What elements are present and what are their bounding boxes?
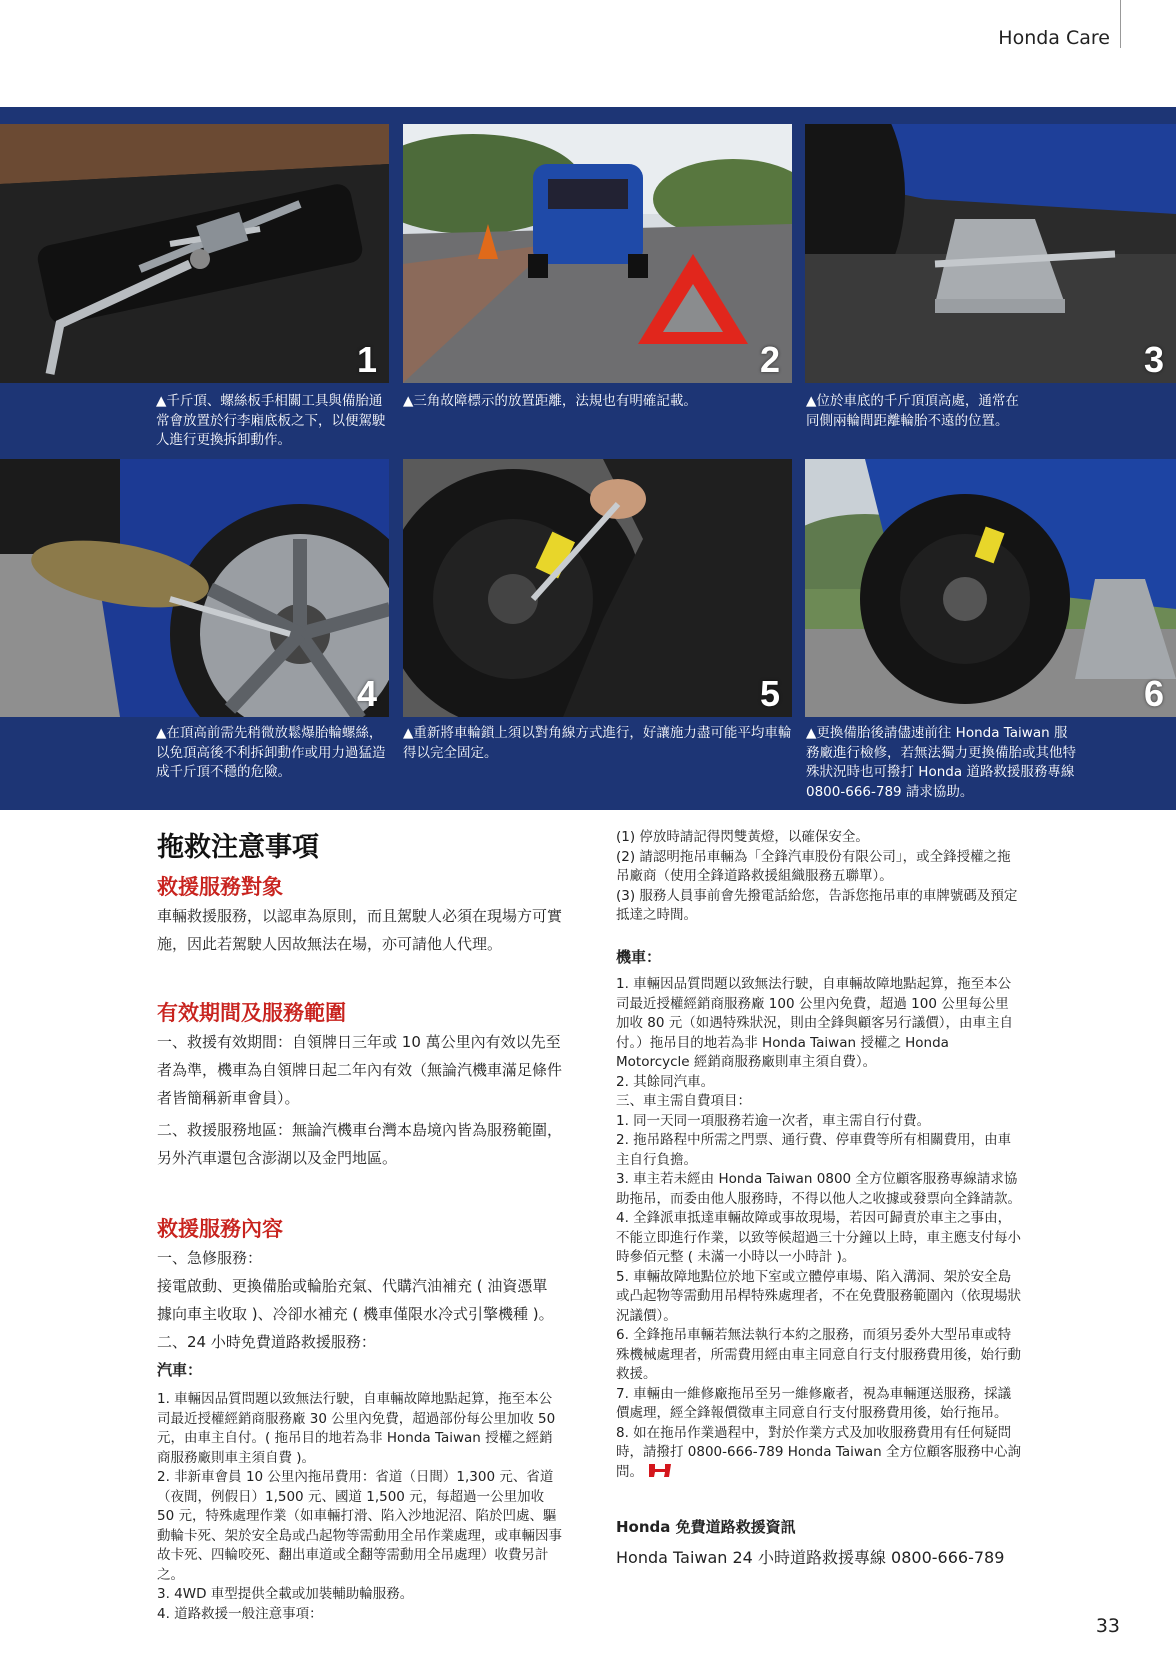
caption-6: ▲更換備胎後請儘速前往 Honda Taiwan 服務廠進行檢修，若無法獨力更換備胎或其他特殊狀況時也可撥打 Honda 道路救援服務專線 0800-666-789 請求協助。 [806, 725, 1076, 800]
car-item-2: 2. 非新車會員 10 公里內拖吊費用：省道（日間）1,300 元、省道（夜間，例假日）1,500 元、國道 1,500 元，每超過一公里加收 50 元，特殊處理作業（如車輛打滑、陷入沙地泥沼、陷於凹處、驅動輪卡死、架於安全島或凸起物等需動用全吊作業處理，或車輛因事故卡死、四輪咬死、翻出車道或全翻等需動用全吊處理）收費另計之。 [157, 1469, 562, 1583]
self-pay-6: 6. 全鋒拖吊車輛若無法執行本約之服務，而須另委外大型吊車或特殊機械處理者，所需費用經由車主同意自行支付服務費用後，始行動救援。 [616, 1327, 1021, 1382]
self-pay-8-text: 8. 如在拖吊作業過程中，對於作業方式及加收服務費用有任何疑問時，請撥打 0800-666-789 Honda Taiwan 全方位顧客服務中心詢問。 [616, 1424, 1022, 1480]
caption-5: ▲重新將車輪鎖上須以對角線方式進行，好讓施力盡可能平均車輪得以完全固定。 [403, 725, 792, 761]
photo-number: 3 [1143, 339, 1164, 380]
emergency-repair-items: 接電啟動、更換備胎或輪胎充氣、代購汽油補充 ( 油資憑單據向車主收取 )、冷卻水補充 ( 機車僅限水冷式引擎機種 )。 [157, 1277, 554, 1323]
emergency-repair-label: 一、急修服務： [157, 1249, 263, 1267]
note-3: (3) 服務人員事前會先撥電話給您，告訴您拖吊車的車牌號碼及預定抵達之時間。 [616, 887, 1018, 923]
note-1: (1) 停放時請記得閃雙黃燈，以確保安全。 [616, 829, 869, 845]
caption-2: ▲三角故障標示的放置距離，法規也有明確記載。 [403, 393, 697, 409]
photo-number: 4 [356, 673, 377, 714]
self-pay-7: 7. 車輛由一維修廠拖吊至另一維修廠者，視為車輛運送服務，採議價處理，經全鋒報價徵車主同意自行支付服務費用後，始行拖吊。 [616, 1385, 1012, 1421]
header-rule [1120, 0, 1121, 48]
car-item-4: 4. 道路救援一般注意事項： [157, 1605, 323, 1622]
self-pay-1: 1. 同一天同一項服務若逾一次者，車主需自行付費。 [616, 1112, 931, 1129]
photo-5-tighten-spare [403, 459, 792, 717]
photo-2-warning-triangle [403, 124, 792, 383]
honda-logo-icon [647, 1463, 673, 1478]
photo-number: 2 [759, 339, 780, 380]
car-item-3: 3. 4WD 車型提供全載或加裝輔助輪服務。 [157, 1586, 414, 1602]
note-2: (2) 請認明拖吊車輛為「全鋒汽車股份有限公司」，或全鋒授權之拖吊廠商（使用全鋒道路救援組織服務五聯單）。 [616, 848, 1011, 884]
photo-number: 1 [356, 339, 377, 380]
car-item-1: 1. 車輛因品質問題以致無法行駛，自車輛故障地點起算，拖至本公司最近授權經銷商服務廠 30 公里內免費，超過部份每公里加收 50 元，由車主自付。( 拖吊目的地若為非 Honda Taiwan 授權之經銷商服務廠則車主須自費 )。 [157, 1391, 556, 1466]
car-heading: 汽車： [157, 1361, 203, 1379]
hotline-line: Honda Taiwan 24 小時道路救援專線 0800-666-789 [616, 1547, 1005, 1567]
right-column [616, 828, 1021, 1570]
self-pay-3: 3. 車主若未經由 Honda Taiwan 0800 全方位顧客服務專線請求協助拖吊，而委由他人服務時，不得以他人之收據或發票向全鋒請款。 [616, 1171, 1021, 1207]
photo-4-loosen-nuts [0, 459, 389, 717]
photo-1-trunk-tools [0, 124, 389, 383]
caption-3: ▲位於車底的千斤頂頂高處，通常在同側兩輪間距離輪胎不遠的位置。 [806, 393, 1019, 429]
validity-period: 一、救援有效期間：自領牌日三年或 10 萬公里內有效以先至者為準，機車為自領牌日起二年內有效（無論汽機車滿足條件者皆簡稱新車會員）。 [157, 1033, 563, 1107]
photo-number: 6 [1143, 673, 1164, 714]
heading-validity-scope: 有效期間及服務範圍 [157, 1001, 346, 1025]
heading-service-target: 救援服務對象 [157, 875, 283, 899]
photo-6-spare-mounted [805, 459, 1176, 717]
photo-number: 5 [759, 673, 780, 714]
self-pay-8 [616, 1424, 1021, 1483]
motorcycle-item-2: 2. 其餘同汽車。 [616, 1073, 715, 1090]
self-pay-5: 5. 車輛故障地點位於地下室或立體停車場、陷入溝洞、架於安全島或凸起物等需動用吊桿特殊處理者，不在免費服務範圍內（依現場狀況議價）。 [616, 1268, 1021, 1324]
motorcycle-item-1: 1. 車輛因品質問題以致無法行駛，自車輛故障地點起算，拖至本公司最近授權經銷商服務廠 100 公里內免費，超過 100 公里每公里加收 80 元（如遇特殊狀況，則由全鋒與顧客另行議價），由車主自付。）拖吊目的地若為非 Honda Taiwan 授權之 Honda Motorcycle 經銷商服務廠則車主須自費）。 [616, 976, 1014, 1070]
caption-1: ▲千斤頂、螺絲板手相關工具與備胎通常會放置於行李廂底板之下，以便駕駛人進行更換拆卸動作。 [156, 393, 386, 448]
info-heading: Honda 免費道路救援資訊 [616, 1518, 796, 1536]
photo-3-jack-point [805, 124, 1176, 383]
header-brand: Honda Care [998, 27, 1110, 49]
service-target-body: 車輛救援服務，以認車為原則，而且駕駛人必須在現場方可實施，因此若駕駛人因故無法在場，亦可請他人代理。 [157, 907, 563, 953]
service-area: 二、救援服務地區：無論汽機車台灣本島境內皆為服務範圍，另外汽車還包含澎湖以及金門地區。 [157, 1121, 563, 1167]
self-pay-2: 2. 拖吊路程中所需之門票、通行費、停車費等所有相關費用，由車主自行負擔。 [616, 1132, 1012, 1168]
page-number: 33 [1095, 1615, 1120, 1637]
free-towing-label: 二、24 小時免費道路救援服務： [157, 1333, 376, 1351]
self-pay-label: 三、車主需自費項目： [616, 1093, 751, 1109]
left-column [157, 830, 562, 1624]
motorcycle-heading: 機車： [616, 947, 662, 966]
caption-4: ▲在頂高前需先稍微放鬆爆胎輪螺絲，以免頂高後不利拆卸動作或用力過猛造成千斤頂不穩的危險。 [156, 725, 386, 780]
section-title: 拖救注意事項 [157, 832, 319, 863]
self-pay-4: 4. 全鋒派車抵達車輛故障或事故現場，若因可歸責於車主之事由，不能立即進行作業，以致等候超過三十分鐘以上時，車主應支付每小時參佰元整 ( 未滿一小時以一小時計 )。 [616, 1210, 1021, 1265]
heading-service-content: 救援服務內容 [157, 1217, 283, 1241]
